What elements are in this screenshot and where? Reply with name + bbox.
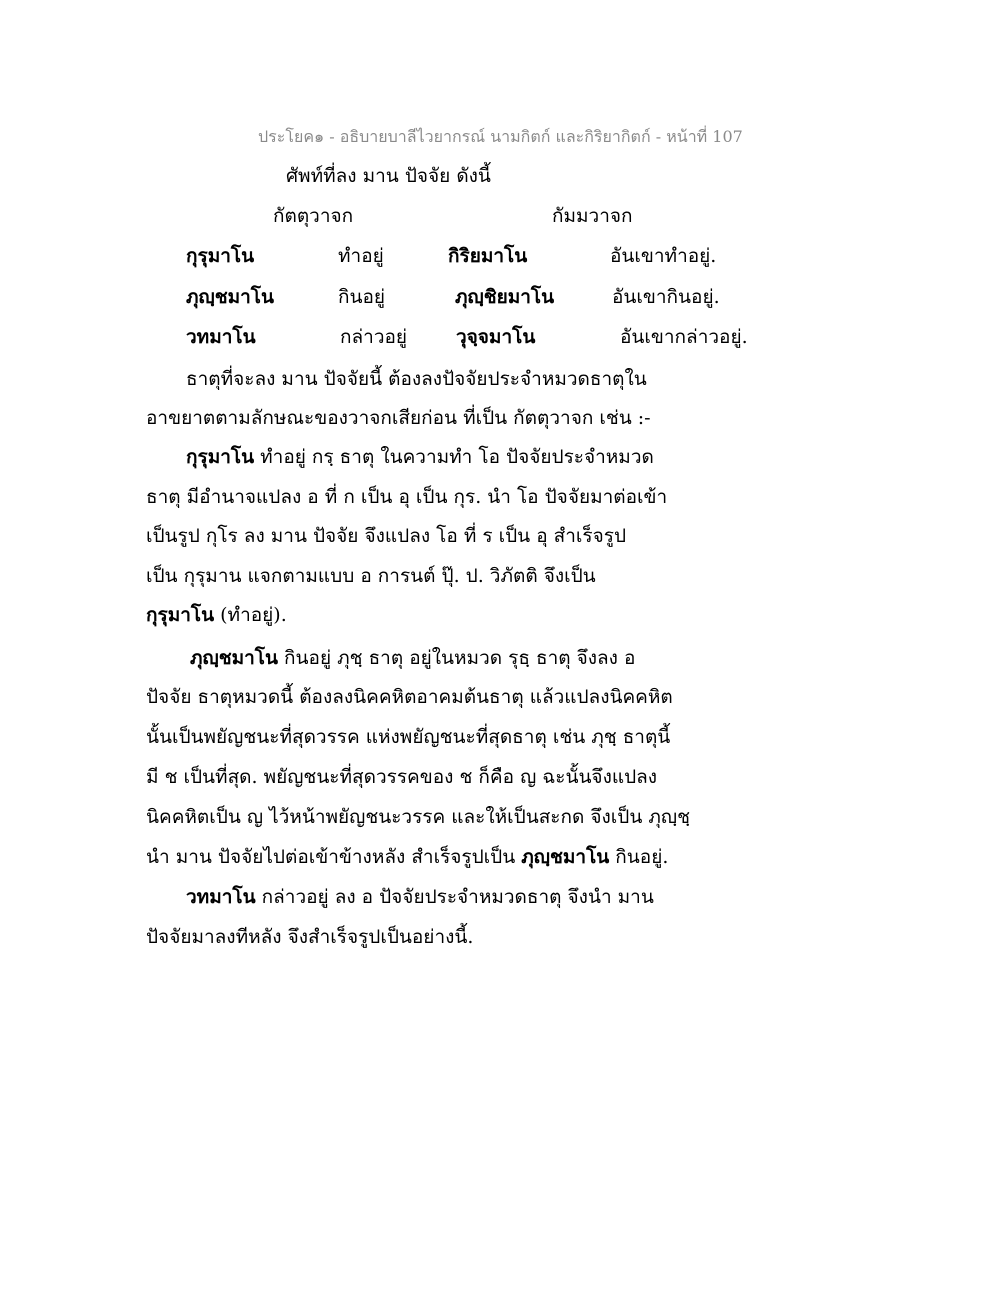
paragraph-line: มี ช เป็นที่สุด. พยัญชนะที่สุดวรรคของ ช ก็คือ ญ ฉะนั้นจึงแปลง	[146, 766, 658, 788]
paragraph-line: นิคคหิตเป็น ญ ไว้หน้าพยัญชนะวรรค และให้เป็นสะกด จึงเป็น ภุญฺชฺ	[146, 806, 690, 828]
table-cell-active-gloss: กล่าวอยู่	[340, 326, 408, 348]
col-header-active-voice: กัตตุวาจก	[273, 205, 354, 227]
table-cell-passive-gloss: อันเขากินอยู่.	[612, 286, 720, 308]
paragraph-line: ปัจจัยมาลงทีหลัง จึงสำเร็จรูปเป็นอย่างนี้.	[146, 926, 474, 948]
table-cell-passive-word: วุจฺจมาโน	[456, 326, 536, 348]
paragraph-line: ภุญฺชมาโน กินอยู่ ภุชฺ ธาตุ อยู่ในหมวด รุธฺ ธาตุ จึงลง อ	[190, 647, 636, 669]
table-cell-active-word: ภุญฺชมาโน	[186, 286, 274, 308]
paragraph-line: เป็น กุรุมาน แจกตามแบบ อ การนต์ ปุ๊. ป. วิภัตติ จึงเป็น	[146, 565, 596, 587]
table-cell-active-word: กุรุมาโน	[186, 245, 255, 267]
table-cell-active-gloss: ทำอยู่	[338, 245, 384, 267]
table-cell-passive-word: กิริยมาโน	[448, 245, 528, 267]
paragraph-line: ธาตุ มีอำนาจแปลง อ ที่ ก เป็น อุ เป็น กุร. นำ โอ ปัจจัยมาต่อเข้า	[146, 486, 668, 508]
table-cell-passive-gloss: อันเขาทำอยู่.	[610, 245, 717, 267]
paragraph-line: กุรุมาโน (ทำอยู่).	[146, 604, 287, 626]
paragraph-line: นั้นเป็นพยัญชนะที่สุดวรรค แห่งพยัญชนะที่สุดธาตุ เช่น ภุชฺ ธาตุนี้	[146, 726, 671, 748]
table-cell-active-gloss: กินอยู่	[338, 286, 386, 308]
paragraph-line: ธาตุที่จะลง มาน ปัจจัยนี้ ต้องลงปัจจัยประจำหมวดธาตุใน	[186, 368, 647, 390]
intro-line: ศัพท์ที่ลง มาน ปัจจัย ดังนี้	[286, 165, 491, 187]
paragraph-line: วทมาโน กล่าวอยู่ ลง อ ปัจจัยประจำหมวดธาตุ จึงนำ มาน	[186, 886, 654, 908]
paragraph-line: อาขยาตตามลักษณะของวาจกเสียก่อน ที่เป็น กัตตุวาจก เช่น :-	[146, 407, 651, 429]
paragraph-line: นำ มาน ปัจจัยไปต่อเข้าข้างหลัง สำเร็จรูปเป็น ภุญฺชมาโน กินอยู่.	[146, 846, 669, 868]
page-header: ประโยค๑ - อธิบายบาลีไวยากรณ์ นามกิตก์ และกิริยากิตก์ - หน้าที่ 107	[258, 127, 743, 146]
paragraph-line: เป็นรูป กุโร ลง มาน ปัจจัย จึงแปลง โอ ที่ ร เป็น อุ สำเร็จรูป	[146, 525, 627, 547]
paragraph-line: ปัจจัย ธาตุหมวดนี้ ต้องลงนิคคหิตอาคมต้นธาตุ แล้วแปลงนิคคหิต	[146, 686, 673, 708]
table-cell-passive-word: ภุญฺชิยมาโน	[455, 286, 555, 308]
paragraph-line: กุรุมาโน ทำอยู่ กรฺ ธาตุ ในความทำ โอ ปัจจัยประจำหมวด	[186, 446, 654, 468]
col-header-passive-voice: กัมมวาจก	[552, 205, 633, 227]
table-cell-passive-gloss: อันเขากล่าวอยู่.	[620, 326, 748, 348]
table-cell-active-word: วทมาโน	[186, 326, 256, 348]
